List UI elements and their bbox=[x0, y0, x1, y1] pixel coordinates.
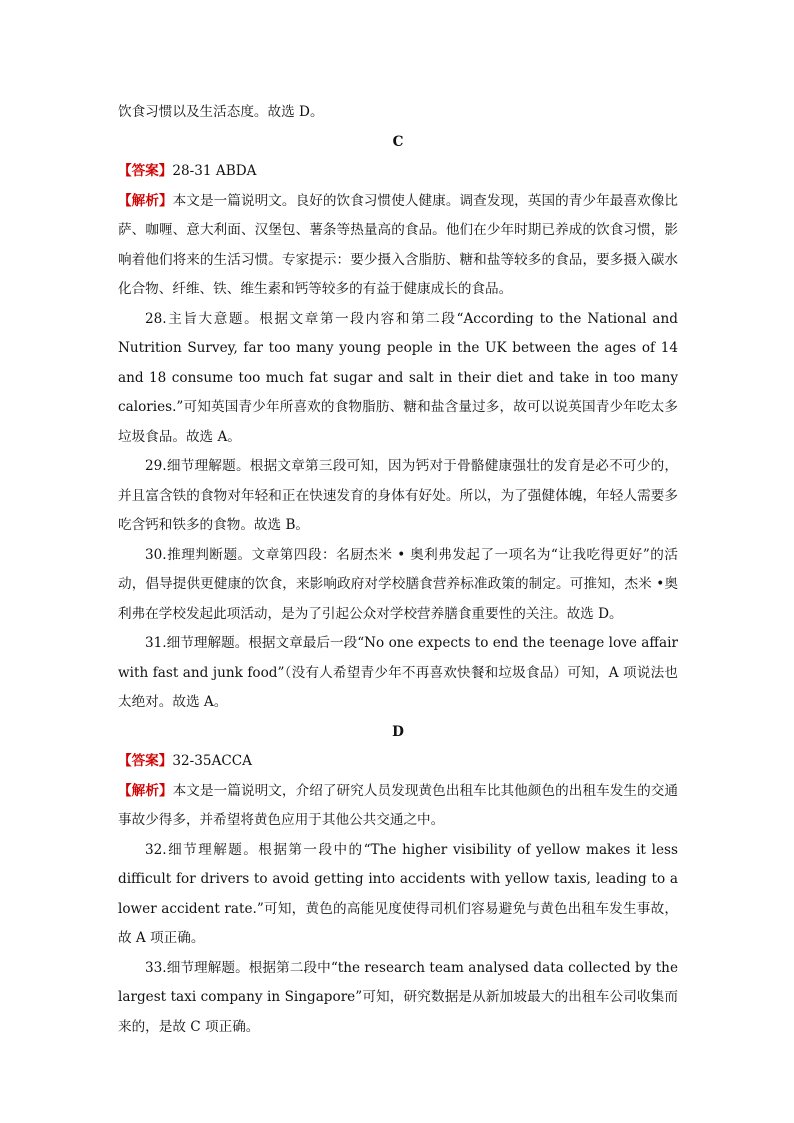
paragraph-continuation: 饮食习惯以及生活态度。故选 D。 bbox=[118, 104, 324, 120]
analysis-paragraph-d bbox=[118, 777, 678, 836]
answer-label: 【答案】 bbox=[118, 753, 173, 769]
document-body bbox=[118, 98, 678, 1042]
analysis-label: 【解析】 bbox=[118, 192, 173, 209]
analysis-paragraph-c bbox=[118, 187, 678, 305]
analysis-label: 【解析】 bbox=[118, 782, 173, 799]
explanation-28: 28.主旨大意题。根据文章第一段内容和第二段“According to the National and Nutrition Survey, far too many young people in the UK between the ages of 14 and 18 consume too much fat sugar and salt in their diet and take in too many calories.”可知英国青少年所喜欢的食物脂肪、糖和盐含量过多，故可以说英国青少年吃太多垃圾食品。故选 A。 bbox=[118, 310, 678, 445]
section-heading-d: D bbox=[392, 723, 404, 740]
answer-label: 【答案】 bbox=[118, 163, 173, 179]
answer-line-c bbox=[118, 157, 678, 187]
explanation-30: 30.推理判断题。文章第四段：名厨杰米 • 奥利弗发起了一项名为“让我吃得更好”的活动，倡导提供更健康的饮食，来影响政府对学校膳食营养标准政策的制定。可推知，杰米 •奥利弗在学校发起此项活动，是为了引起公众对学校营养膳食重要性的关注。故选 D。 bbox=[118, 546, 678, 622]
analysis-text: 本文是一篇说明文，介绍了研究人员发现黄色出租车比其他颜色的出租车发生的交通事故少得多，并希望将黄色应用于其他公共交通之中。 bbox=[118, 782, 678, 828]
explanation-32: 32.细节理解题。根据第一段中的“The higher visibility of yellow makes it less difficult for drivers to avoid getting into accidents with yellow taxis, leading to a lower accident rate.”可知，黄色的高能见度使得司机们容易避免与黄色出租车发生事故，故 A 项正确。 bbox=[118, 841, 678, 946]
answer-value: 28-31 ABDA bbox=[172, 163, 257, 179]
explanation-29: 29.细节理解题。根据文章第三段可知，因为钙对于骨骼健康强壮的发育是必不可少的，并且富含铁的食物对年轻和正在快速发育的身体有好处。所以，为了强健体魄，年轻人需要多吃含钙和铁多的食物。故选 B。 bbox=[118, 458, 678, 533]
section-heading-c: C bbox=[392, 133, 404, 150]
explanation-33: 33.细节理解题。根据第二段中“the research team analysed data collected by the largest taxi company in Singapore”可知，研究数据是从新加坡最大的出租车公司收集而来的，是故 C 项正确。 bbox=[118, 959, 678, 1035]
explanation-31: 31.细节理解题。根据文章最后一段“No one expects to end the teenage love affair with fast and junk food”（没有人希望青少年不再喜欢快餐和垃圾食品）可知，A 项说法也太绝对。故选 A。 bbox=[118, 635, 678, 710]
answer-line-d bbox=[118, 747, 678, 777]
answer-value: 32-35ACCA bbox=[172, 753, 252, 769]
analysis-text: 本文是一篇说明文。良好的饮食习惯使人健康。调查发现，英国的青少年最喜欢像比萨、咖喱、意大利面、汉堡包、薯条等热量高的食品。他们在少年时期已养成的饮食习惯，影响着他们将来的生活习惯。专家提示：要少摄入含脂肪、糖和盐等较多的食品，要多摄入碳水化合物、纤维、铁、维生素和钙等较多的有益于健康成长的食品。 bbox=[118, 192, 678, 297]
